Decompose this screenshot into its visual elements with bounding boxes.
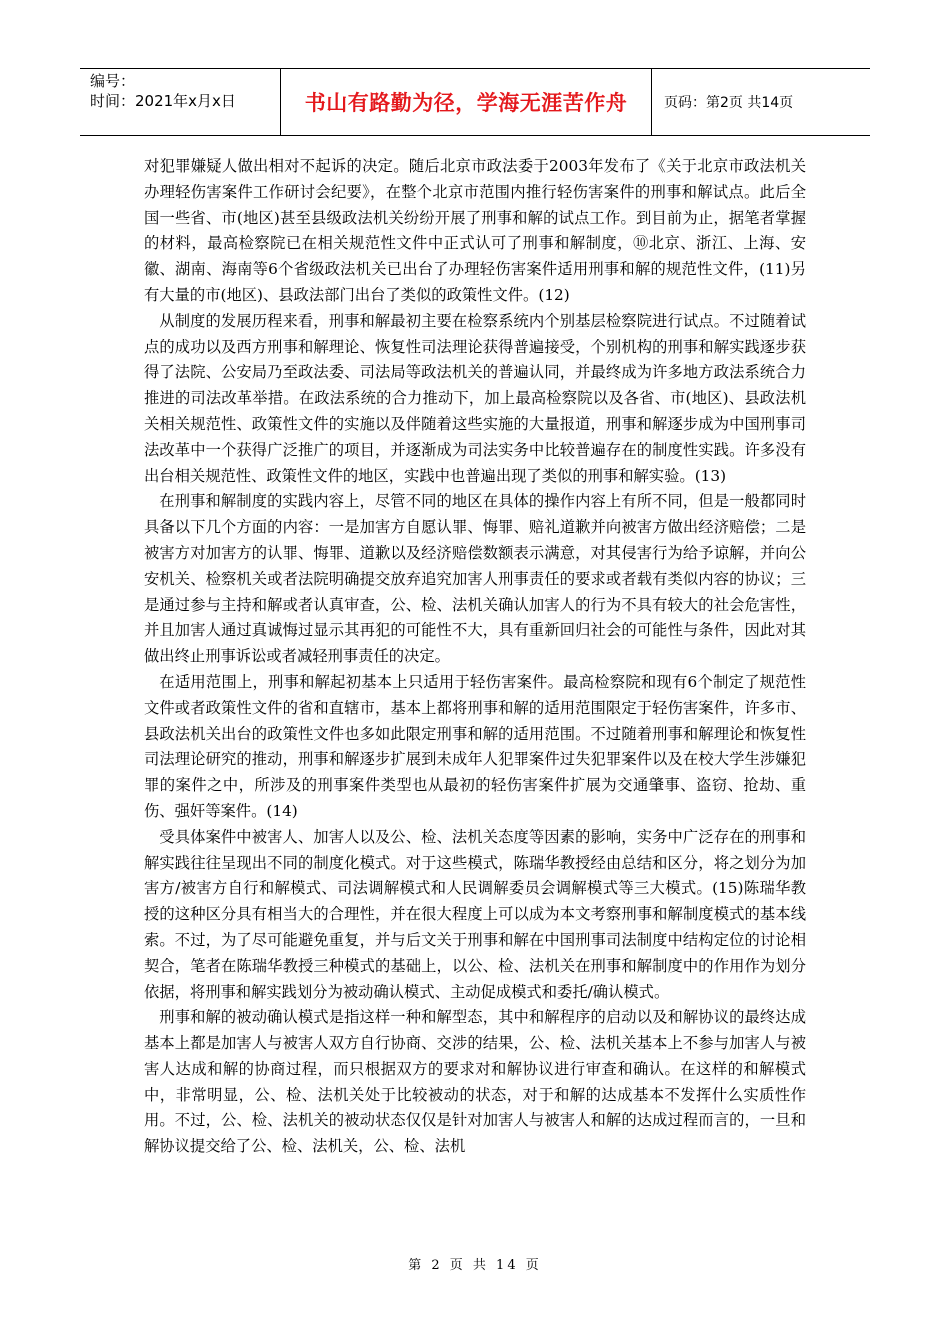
header-meta-cell	[80, 69, 281, 135]
paragraph: 在刑事和解制度的实践内容上，尽管不同的地区在具体的操作内容上有所不同，但是一般都同时具备以下几个方面的内容：一是加害方自愿认罪、悔罪、赔礼道歉并向被害方做出经济赔偿；二是被害方对加害方的认罪、悔罪、道歉以及经济赔偿数额表示满意，对其侵害行为给予谅解，并向公安机关、检察机关或者法院明确提交放弃追究加害人刑事责任的要求或者载有类似内容的协议；三是通过参与主持和解或者认真审查，公、检、法机关确认加害人的行为不具有较大的社会危害性，并且加害人通过真诚悔过显示其再犯的可能性不大，具有重新回归社会的可能性与条件，因此对其做出终止刑事诉讼或者减轻刑事责任的决定。	[144, 492, 806, 666]
paragraph: 受具体案件中被害人、加害人以及公、检、法机关态度等因素的影响，实务中广泛存在的刑事和解实践往往呈现出不同的制度化模式。对于这些模式，陈瑞华教授经由总结和区分，将之划分为加害方/被害方自行和解模式、司法调解模式和人民调解委员会调解模式等三大模式。(15)陈瑞华教授的这种区分具有相当大的合理性，并在很大程度上可以成为本文考察刑事和解制度模式的基本线索。不过，为了尽可能避免重复，并与后文关于刑事和解在中国刑事司法制度中结构定位的讨论相契合，笔者在陈瑞华教授三种模式的基础上，以公、检、法机关在刑事和解制度中的作用作为划分依据，将刑事和解实践划分为被动确认模式、主动促成模式和委托/确认模式。	[144, 827, 806, 1001]
header-motto: 书山有路勤为径，学海无涯苦作舟	[281, 69, 652, 135]
page-footer: 第 2 页 共 14 页	[408, 1258, 542, 1273]
document-number-label: 编号：	[90, 72, 136, 90]
document-date-label: 时间：2021年x月x日	[90, 92, 236, 110]
paragraph: 从制度的发展历程来看，刑事和解最初主要在检察系统内个别基层检察院进行试点。不过随着试点的成功以及西方刑事和解理论、恢复性司法理论获得普遍接受，个别机构的刑事和解实践逐步获得了法院、公安局乃至政法委、司法局等政法机关的普遍认同，并最终成为许多地方政法系统合力推进的司法改革举措。在政法系统的合力推动下，加上最高检察院以及各省、市(地区)、县政法机关相关规范性、政策性文件的实施以及伴随着这些实施的大量报道，刑事和解逐步成为中国刑事司法改革中一个获得广泛推广的项目，并逐渐成为司法实务中比较普遍存在的制度性实践。许多没有出台相关规范性、政策性文件的地区，实践中也普遍出现了类似的刑事和解实验。(13)	[144, 311, 806, 485]
document-body	[144, 154, 806, 1160]
paragraph: 刑事和解的被动确认模式是指这样一种和解型态，其中和解程序的启动以及和解协议的最终达成基本上都是加害人与被害人双方自行协商、交涉的结果，公、检、法机关基本上不参与加害人与被害人达成和解的协商过程，而只根据双方的要求对和解协议进行审查和确认。在这样的和解模式中，非常明显，公、检、法机关处于比较被动的状态，对于和解的达成基本不发挥什么实质性作用。不过，公、检、法机关的被动状态仅仅是针对加害人与被害人和解的达成过程而言的，一旦和解协议提交给了公、检、法机关，公、检、法机	[144, 1008, 806, 1156]
paragraph: 对犯罪嫌疑人做出相对不起诉的决定。随后北京市政法委于2003年发布了《关于北京市政法机关办理轻伤害案件工作研讨会纪要》，在整个北京市范围内推行轻伤害案件的刑事和解试点。此后全国一些省、市(地区)甚至县级政法机关纷纷开展了刑事和解的试点工作。到目前为止，据笔者掌握的材料，最高检察院已在相关规范性文件中正式认可了刑事和解制度，⑩北京、浙江、上海、安徽、湖南、海南等6个省级政法机关已出台了办理轻伤害案件适用刑事和解的规范性文件，(11)另有大量的市(地区)、县政法部门出台了类似的政策性文件。(12)	[144, 157, 806, 304]
paragraph: 在适用范围上，刑事和解起初基本上只适用于轻伤害案件。最高检察院和现有6个制定了规范性文件或者政策性文件的省和直辖市，基本上都将刑事和解的适用范围限定于轻伤害案件，许多市、县政法机关出台的政策性文件也多如此限定刑事和解的适用范围。不过随着刑事和解理论和恢复性司法理论研究的推动，刑事和解逐步扩展到未成年人犯罪案件过失犯罪案件以及在校大学生涉嫌犯罪的案件之中，所涉及的刑事案件类型也从最初的轻伤害案件扩展为交通肇事、盗窃、抢劫、重伤、强奸等案件。(14)	[144, 672, 806, 820]
header-page-info: 页码：第2页 共14页	[664, 95, 794, 111]
page-header	[80, 68, 870, 136]
